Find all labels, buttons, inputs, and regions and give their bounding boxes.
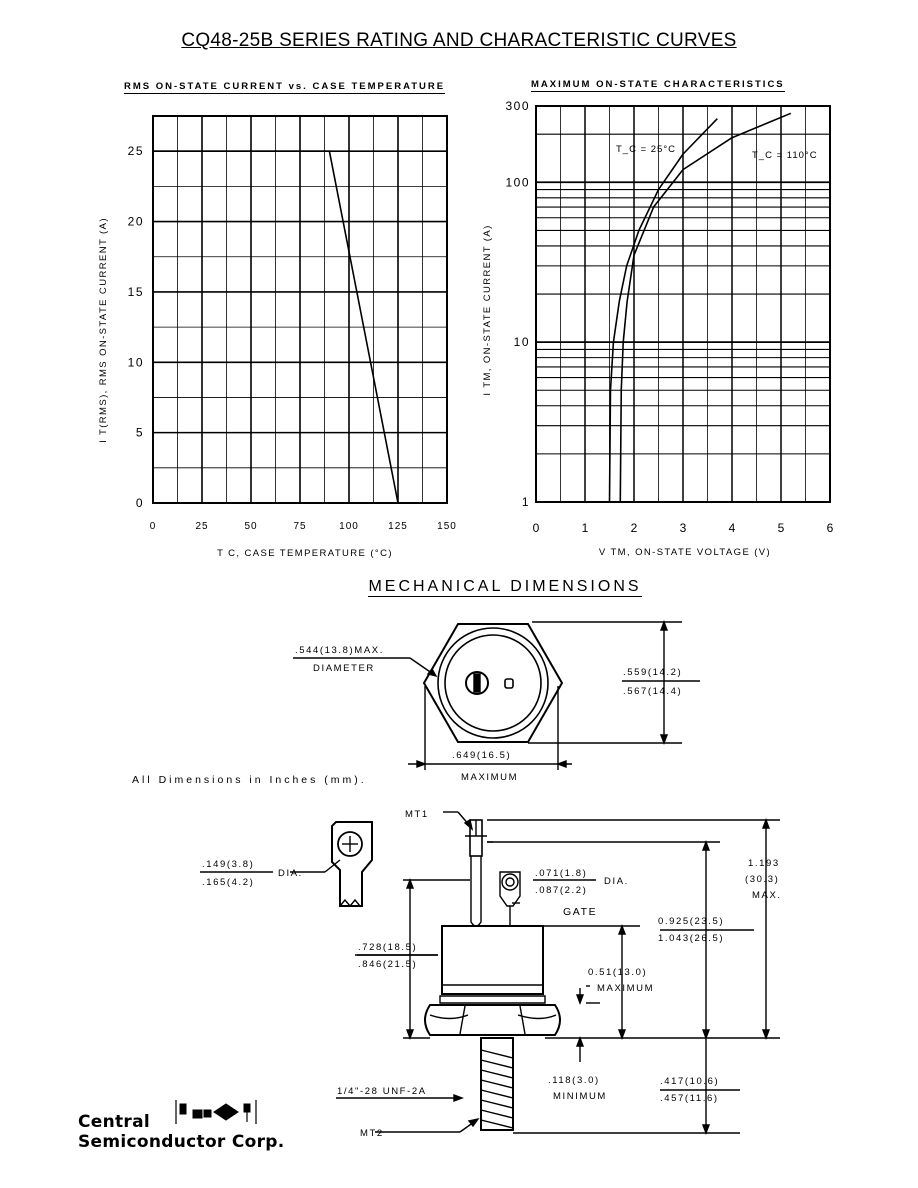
right-chart-x-tick: 6 bbox=[826, 521, 834, 535]
left-chart-x-tick: 50 bbox=[244, 521, 258, 532]
hex-height-label: MAXIMUM bbox=[597, 983, 655, 994]
logo-line-1: Central bbox=[78, 1112, 151, 1132]
hex-nut bbox=[425, 1005, 560, 1035]
gate-ring bbox=[502, 874, 518, 890]
right-chart-x-tick: 2 bbox=[630, 521, 638, 535]
company-logo bbox=[78, 1112, 285, 1152]
gate-dia-max: .087(2.2) bbox=[535, 885, 588, 896]
gate-dia-min: .071(1.8) bbox=[535, 868, 588, 879]
lug-dia-max: .165(4.2) bbox=[202, 877, 255, 888]
left-chart-y-tick: 20 bbox=[127, 214, 144, 229]
top-height-min: .559(14.2) bbox=[623, 667, 683, 678]
body-length-min: 0.925(23.5) bbox=[658, 916, 725, 927]
left-chart-y-tick: 5 bbox=[135, 425, 144, 440]
can-body bbox=[442, 926, 543, 994]
left-chart-y-tick: 10 bbox=[127, 355, 144, 370]
top-view-inner-circle bbox=[445, 635, 541, 731]
all-dimensions-note: All Dimensions in Inches (mm). bbox=[132, 774, 367, 786]
body-length-max: 1.043(26.5) bbox=[658, 933, 725, 944]
left-chart-y-tick: 25 bbox=[127, 144, 144, 159]
hex-height-value: 0.51(13.0) bbox=[588, 967, 648, 978]
right-chart-x-tick: 4 bbox=[728, 521, 736, 535]
left-chart-x-tick: 0 bbox=[149, 521, 157, 532]
right-chart-y-tick: 300 bbox=[505, 99, 530, 113]
overall-length-2: (30.3) bbox=[745, 874, 780, 885]
stud-length-min: .417(10.6) bbox=[660, 1076, 720, 1087]
gap-value: .118(3.0) bbox=[548, 1075, 600, 1086]
gate-dia-label: DIA. bbox=[604, 876, 629, 887]
overall-length-3: MAX. bbox=[752, 890, 782, 901]
right-chart-x-tick: 5 bbox=[777, 521, 785, 535]
right-chart-title: MAXIMUM ON-STATE CHARACTERISTICS bbox=[531, 79, 785, 90]
can-length-max: .846(21.5) bbox=[358, 959, 418, 970]
lug-dia-min: .149(3.8) bbox=[202, 859, 255, 870]
gap-label: MINIMUM bbox=[553, 1091, 607, 1102]
left-chart-y-label: I T(RMS), RMS ON-STATE CURRENT (A) bbox=[98, 217, 109, 443]
right-chart-x-tick: 3 bbox=[679, 521, 687, 535]
left-chart-x-tick: 25 bbox=[195, 521, 209, 532]
stud-length-max: .457(11.6) bbox=[660, 1093, 719, 1104]
top-width-value: .649(16.5) bbox=[452, 750, 512, 761]
mechanical-heading: MECHANICAL DIMENSIONS bbox=[368, 578, 642, 595]
right-chart-x-tick: 1 bbox=[581, 521, 589, 535]
right-chart-annotation-110c: T_C = 110°C bbox=[752, 150, 818, 161]
mt1-label: MT1 bbox=[405, 809, 429, 820]
mt2-label: MT2 bbox=[360, 1128, 384, 1139]
left-chart-y-tick: 15 bbox=[127, 284, 144, 299]
right-chart-y-tick: 100 bbox=[505, 175, 530, 190]
top-diameter-label: DIAMETER bbox=[313, 663, 375, 674]
top-diameter-value: .544(13.8)MAX. bbox=[295, 645, 384, 656]
right-chart-y-tick: 1 bbox=[521, 495, 530, 509]
right-chart-y-tick: 10 bbox=[513, 335, 530, 350]
gate-label: GATE bbox=[563, 906, 598, 918]
top-view-terminal-slot bbox=[474, 674, 480, 692]
right-chart-x-label: V TM, ON-STATE VOLTAGE (V) bbox=[598, 547, 772, 558]
right-chart-y-label: I TM, ON-STATE CURRENT (A) bbox=[482, 224, 493, 396]
right-chart-annotation-25c: T_C = 25°C bbox=[616, 144, 677, 155]
left-chart-x-tick: 75 bbox=[293, 521, 307, 532]
top-height-max: .567(14.4) bbox=[623, 686, 683, 697]
overall-length-1: 1.193 bbox=[748, 858, 780, 869]
right-chart-x-tick: 0 bbox=[532, 521, 540, 535]
top-view-gate bbox=[505, 679, 513, 688]
lug-dia-label: DIA. bbox=[278, 868, 303, 879]
left-chart-x-tick: 125 bbox=[388, 521, 408, 532]
left-chart-y-tick: 0 bbox=[135, 496, 144, 510]
thread-spec: 1/4"-28 UNF-2A bbox=[337, 1086, 427, 1097]
top-view-outer-circle bbox=[438, 628, 548, 738]
left-chart-x-label: T C, CASE TEMPERATURE (°C) bbox=[217, 548, 393, 559]
left-chart-x-tick: 150 bbox=[437, 521, 457, 532]
top-width-label: MAXIMUM bbox=[461, 772, 519, 783]
lug bbox=[332, 822, 372, 906]
left-chart-title: RMS ON-STATE CURRENT vs. CASE TEMPERATURE bbox=[124, 81, 446, 92]
logo-line-2: Semiconductor Corp. bbox=[78, 1132, 285, 1152]
can-length-min: .728(18.5) bbox=[358, 942, 418, 953]
page-title: CQ48-25B SERIES RATING AND CHARACTERISTIC CURVES bbox=[181, 30, 737, 51]
left-chart-x-tick: 100 bbox=[339, 521, 359, 532]
